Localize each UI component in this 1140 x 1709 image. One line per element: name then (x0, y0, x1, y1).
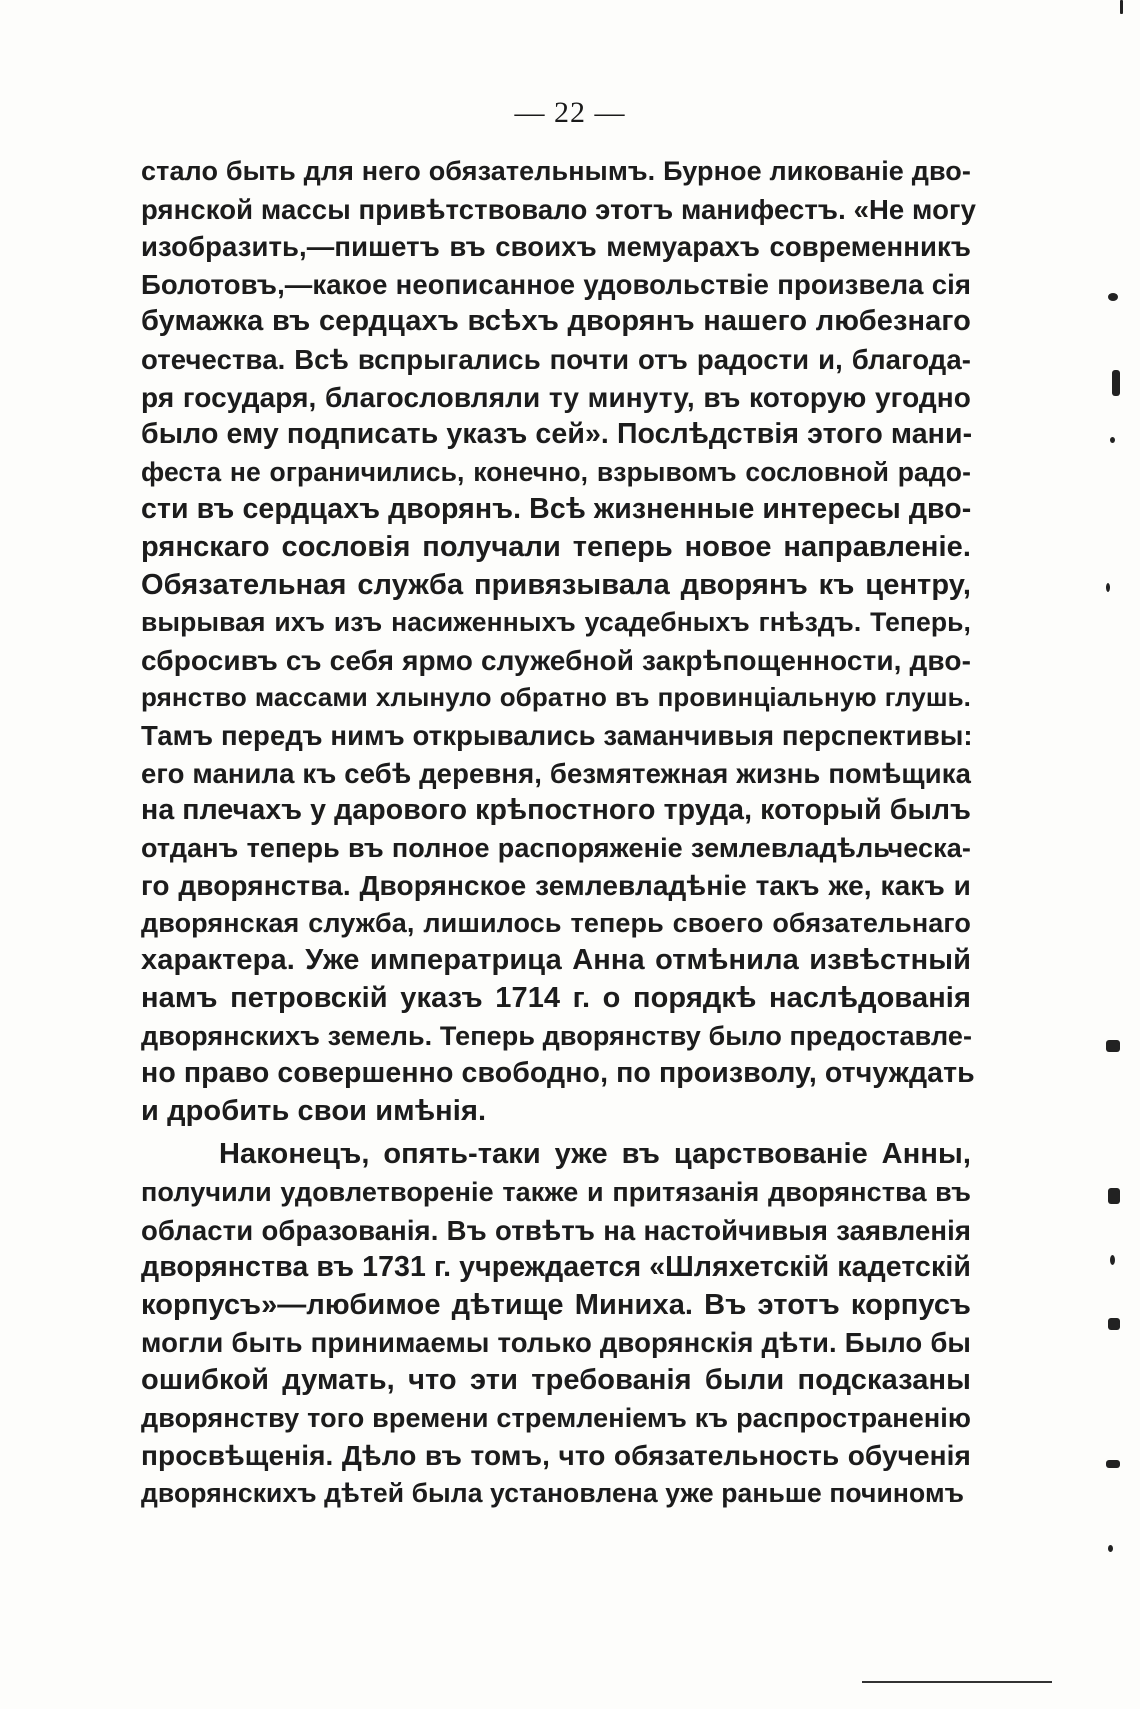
text-line: его манила къ себѣ деревня, безмятежная жизнь помѣщика (141, 757, 971, 789)
text-line: и дробить свои имѣнія. (141, 1094, 487, 1127)
text-line: бумажка въ сердцахъ всѣхъ дворянъ нашего любезнаго (141, 305, 971, 338)
text-line: отданъ теперь въ полное распоряженіе землевладѣльческа- (141, 832, 971, 863)
text-line: сти въ сердцахъ дворянъ. Всѣ жизненные интересы дво- (141, 493, 972, 526)
margin-speck (1112, 370, 1120, 396)
text-line: феста не ограничились, конечно, взрывомъ сословной радо- (141, 456, 971, 487)
text-line: изобразить,—пишетъ въ своихъ мемуарахъ современникъ (141, 231, 971, 263)
text-line: дворянству того времени стремленіемъ къ распространенію (141, 1402, 971, 1433)
text-line: корпусъ»—любимое дѣтище Миниха. Въ этотъ корпусъ (141, 1288, 971, 1321)
text-line: просвѣщенія. Дѣло въ томъ, что обязательность обученія (141, 1440, 971, 1472)
margin-speck (1110, 437, 1115, 443)
text-line: дворянская служба, лишилось теперь своего обязательнаго (141, 907, 971, 938)
text-line: Наконецъ, опять-таки уже въ царствованіе Анны, (219, 1138, 971, 1171)
text-line: области образованія. Въ отвѣтъ на настойчивыя заявленія (141, 1214, 971, 1246)
margin-speck (1108, 1318, 1120, 1330)
margin-speck (1110, 1255, 1115, 1265)
text-line: дворянскихъ дѣтей была установлена уже раньше починомъ (141, 1477, 965, 1508)
text-line: получили удовлетвореніе также и притязанія дворянства въ (141, 1177, 971, 1208)
margin-speck (1106, 583, 1110, 592)
margin-speck (1108, 1545, 1113, 1552)
text-line: ошибкой думать, что эти требованія были подсказаны (141, 1364, 971, 1396)
text-line: ря государя, благословляли ту минуту, въ которую угодно (141, 381, 971, 413)
text-line: было ему подписать указъ сей». Послѣдствія этого мани- (141, 418, 973, 451)
text-line: намъ петровскій указъ 1714 г. о порядкѣ наслѣдованія (141, 982, 971, 1015)
text-line: вырывая ихъ изъ насиженныхъ усадебныхъ гнѣздъ. Теперь, (141, 607, 971, 638)
text-line: го дворянства. Дворянское землевладѣніе такъ же, какъ и (141, 870, 971, 902)
margin-speck (1120, 0, 1123, 14)
text-line: на плечахъ у дарового крѣпостного труда, который былъ (141, 794, 971, 827)
text-line: Обязательная служба привязывала дворянъ къ центру, (141, 568, 971, 601)
bottom-rule (862, 1681, 1052, 1683)
text-line: могли быть принимаемы только дворянскія дѣти. Было бы (141, 1327, 971, 1359)
text-line: рянскаго сословія получали теперь новое направленіе. (141, 530, 971, 563)
text-line: стало быть для него обязательнымъ. Бурное ликованіе дво- (141, 156, 971, 186)
text-line: дворянскихъ земель. Теперь дворянству было предоставле- (141, 1020, 973, 1051)
page-number: — 22 — (514, 96, 626, 129)
text-line: отечества. Всѣ вспрыгались почти отъ радости и, благода- (141, 343, 971, 375)
body-text (141, 153, 976, 1512)
margin-speck (1108, 1188, 1120, 1204)
text-line: рянской массы привѣтствовало этотъ манифестъ. «Не могу (141, 193, 976, 225)
text-line: рянство массами хлынуло обратно въ провинціальную глушь. (141, 682, 971, 713)
text-line: Тамъ передъ нимъ открывались заманчивыя перспективы: (141, 719, 973, 751)
text-line: но право совершенно свободно, по произволу, отчуждать (141, 1057, 975, 1090)
margin-speck (1108, 293, 1118, 301)
margin-speck (1106, 1040, 1120, 1052)
text-line: характера. Уже императрица Анна отмѣнила извѣстный (141, 944, 971, 977)
text-line: сбросивъ съ себя ярмо служебной закрѣпощенности, дво- (141, 644, 971, 676)
text-line: Болотовъ,—какое неописанное удовольствіе произвела сія (141, 268, 971, 300)
margin-speck (1106, 1460, 1120, 1468)
text-line: дворянства въ 1731 г. учреждается «Шляхетскій кадетскій (141, 1251, 972, 1284)
